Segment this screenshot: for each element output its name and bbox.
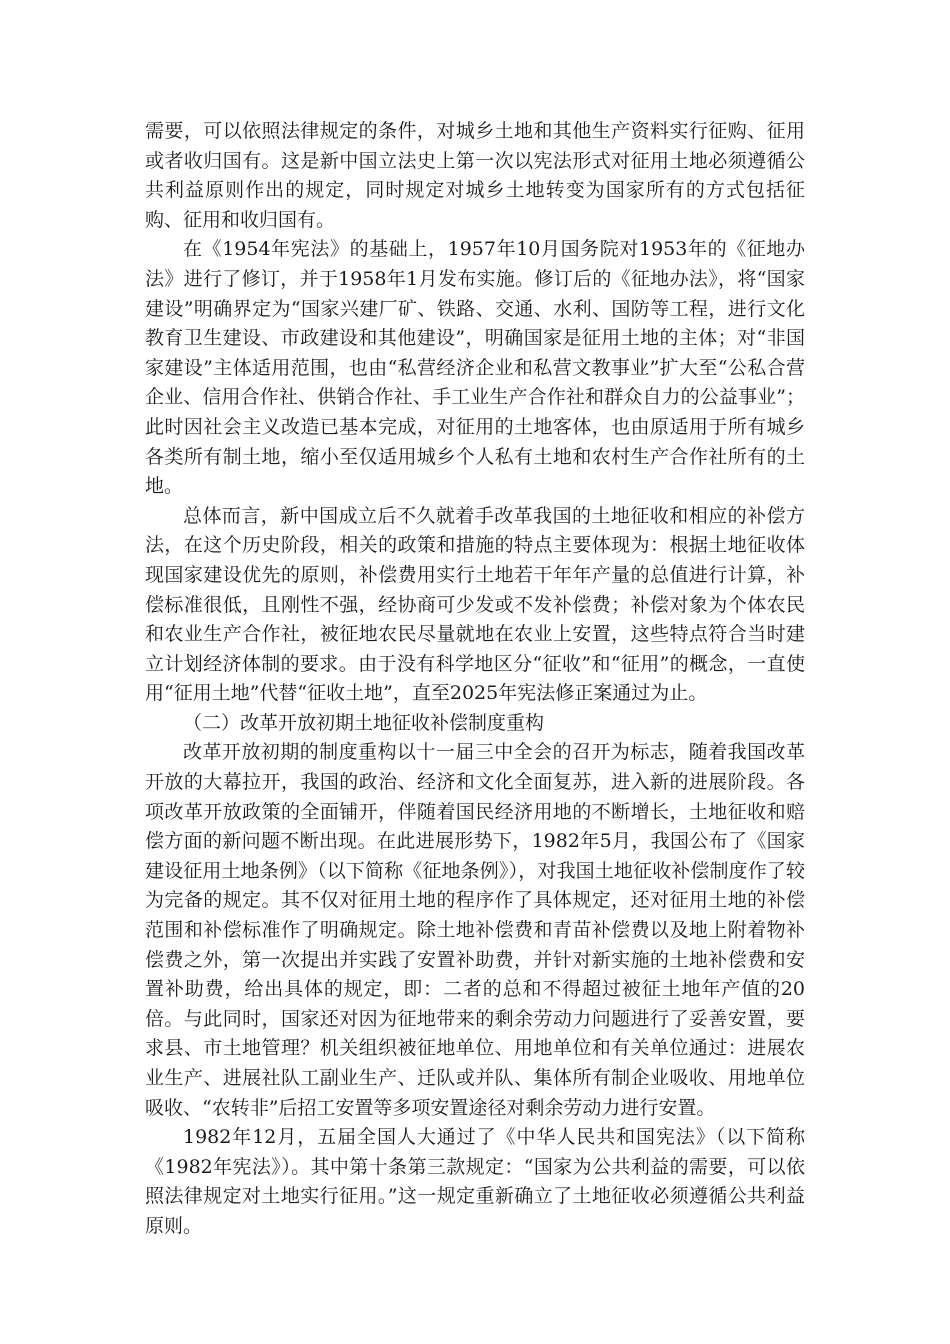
paragraph-reform-opening-reconstruction: 改革开放初期的制度重构以十一届三中全会的召开为标志，随着我国改革开放的大幕拉开，我国的政治、经济和文化全面复苏，进入新的进展阶段。各项改革开放政策的全面铺开，伴随着国民经济用地的不断增长，土地征收和赔偿方面的新问题不断出现。在此进展形势下，1982年5月，我国公布了《国家建设征用土地条例》（以下简称《征地条例》），对我国土地征收补偿制度作了较为完备的规定。其不仅对征用土地的程序作了具体规定，还对征用土地的补偿范围和补偿标准作了明确规定。除土地补偿费和青苗补偿费以及地上附着物补偿费之外，第一次提出并实践了安置补助费，并针对新实施的土地补偿费和安置补助费，给出具体的规定，即：二者的总和不得超过被征土地年产值的20倍。与此同时，国家还对因为征地带来的剩余劳动力问题进行了妥善安置，要求县、市土地管理？机关组织被征地单位、用地单位和有关单位通过：进展农业生产、进展社队工副业生产、迁队或并队、集体所有制企业吸收、用地单位吸收、“农转非”后招工安置等多项安置途径对剩余劳动力进行安置。 xyxy=(145,741,805,1119)
paragraph-land-requisition-revision-1957: 在《1954年宪法》的基础上，1957年10月国务院对1953年的《征地办法》进行了修订，并于1958年1月发布实施。修订后的《征地办法》，将“国家建设”明确界定为“国家兴建厂矿、铁路、交通、水利、国防等工程，进行文化教育卫生建设、市政建设和其他建设”，明确国家是征用土地的主体；对“非国家建设”主体适用范围，也由“私营经济企业和私营文教事业”扩大至“公私合营企业、信用合作社、供销合作社、手工业生产合作社和群众自力的公益事业”；此时因社会主义改造已基本完成，对征用的土地客体，也由原适用于所有城乡各类所有制土地，缩小至仅适用城乡个人私有土地和农村生产合作社所有的土地。 xyxy=(145,238,805,498)
section-heading-reform-opening: （二）改革开放初期土地征收补偿制度重构 xyxy=(183,711,545,734)
paragraph-constitution-1954-continued: 需要，可以依照法律规定的条件，对城乡土地和其他生产资料实行征购、征用或者收归国有。这是新中国立法史上第一次以宪法形式对征用土地必须遵循公共利益原则作出的规定，同时规定对城乡土地转变为国家所有的方式包括征购、征用和收归国有。 xyxy=(145,120,805,231)
paragraph-constitution-1982: 1982年12月，五届全国人大通过了《中华人民共和国宪法》（以下简称《1982年宪法》）。其中第十条第三款规定：“国家为公共利益的需要，可以依照法律规定对土地实行征用。”这一规定重新确立了土地征收必须遵循公共利益原则。 xyxy=(145,1126,805,1237)
paragraph-summary-early-period: 总体而言，新中国成立后不久就着手改革我国的土地征收和相应的补偿方法，在这个历史阶段，相关的政策和措施的特点主要体现为：根据土地征收体现国家建设优先的原则，补偿费用实行土地若干年年产量的总值进行计算，补偿标准很低，且刚性不强，经协商可少发或不发补偿费；补偿对象为个体农民和农业生产合作社，被征地农民尽量就地在农业上安置，这些特点符合当时建立计划经济体制的要求。由于没有科学地区分“征收”和“征用”的概念，一直使用“征用土地”代替“征收土地”，直至2025年宪法修正案通过为止。 xyxy=(145,504,805,705)
document-body xyxy=(145,117,805,1242)
